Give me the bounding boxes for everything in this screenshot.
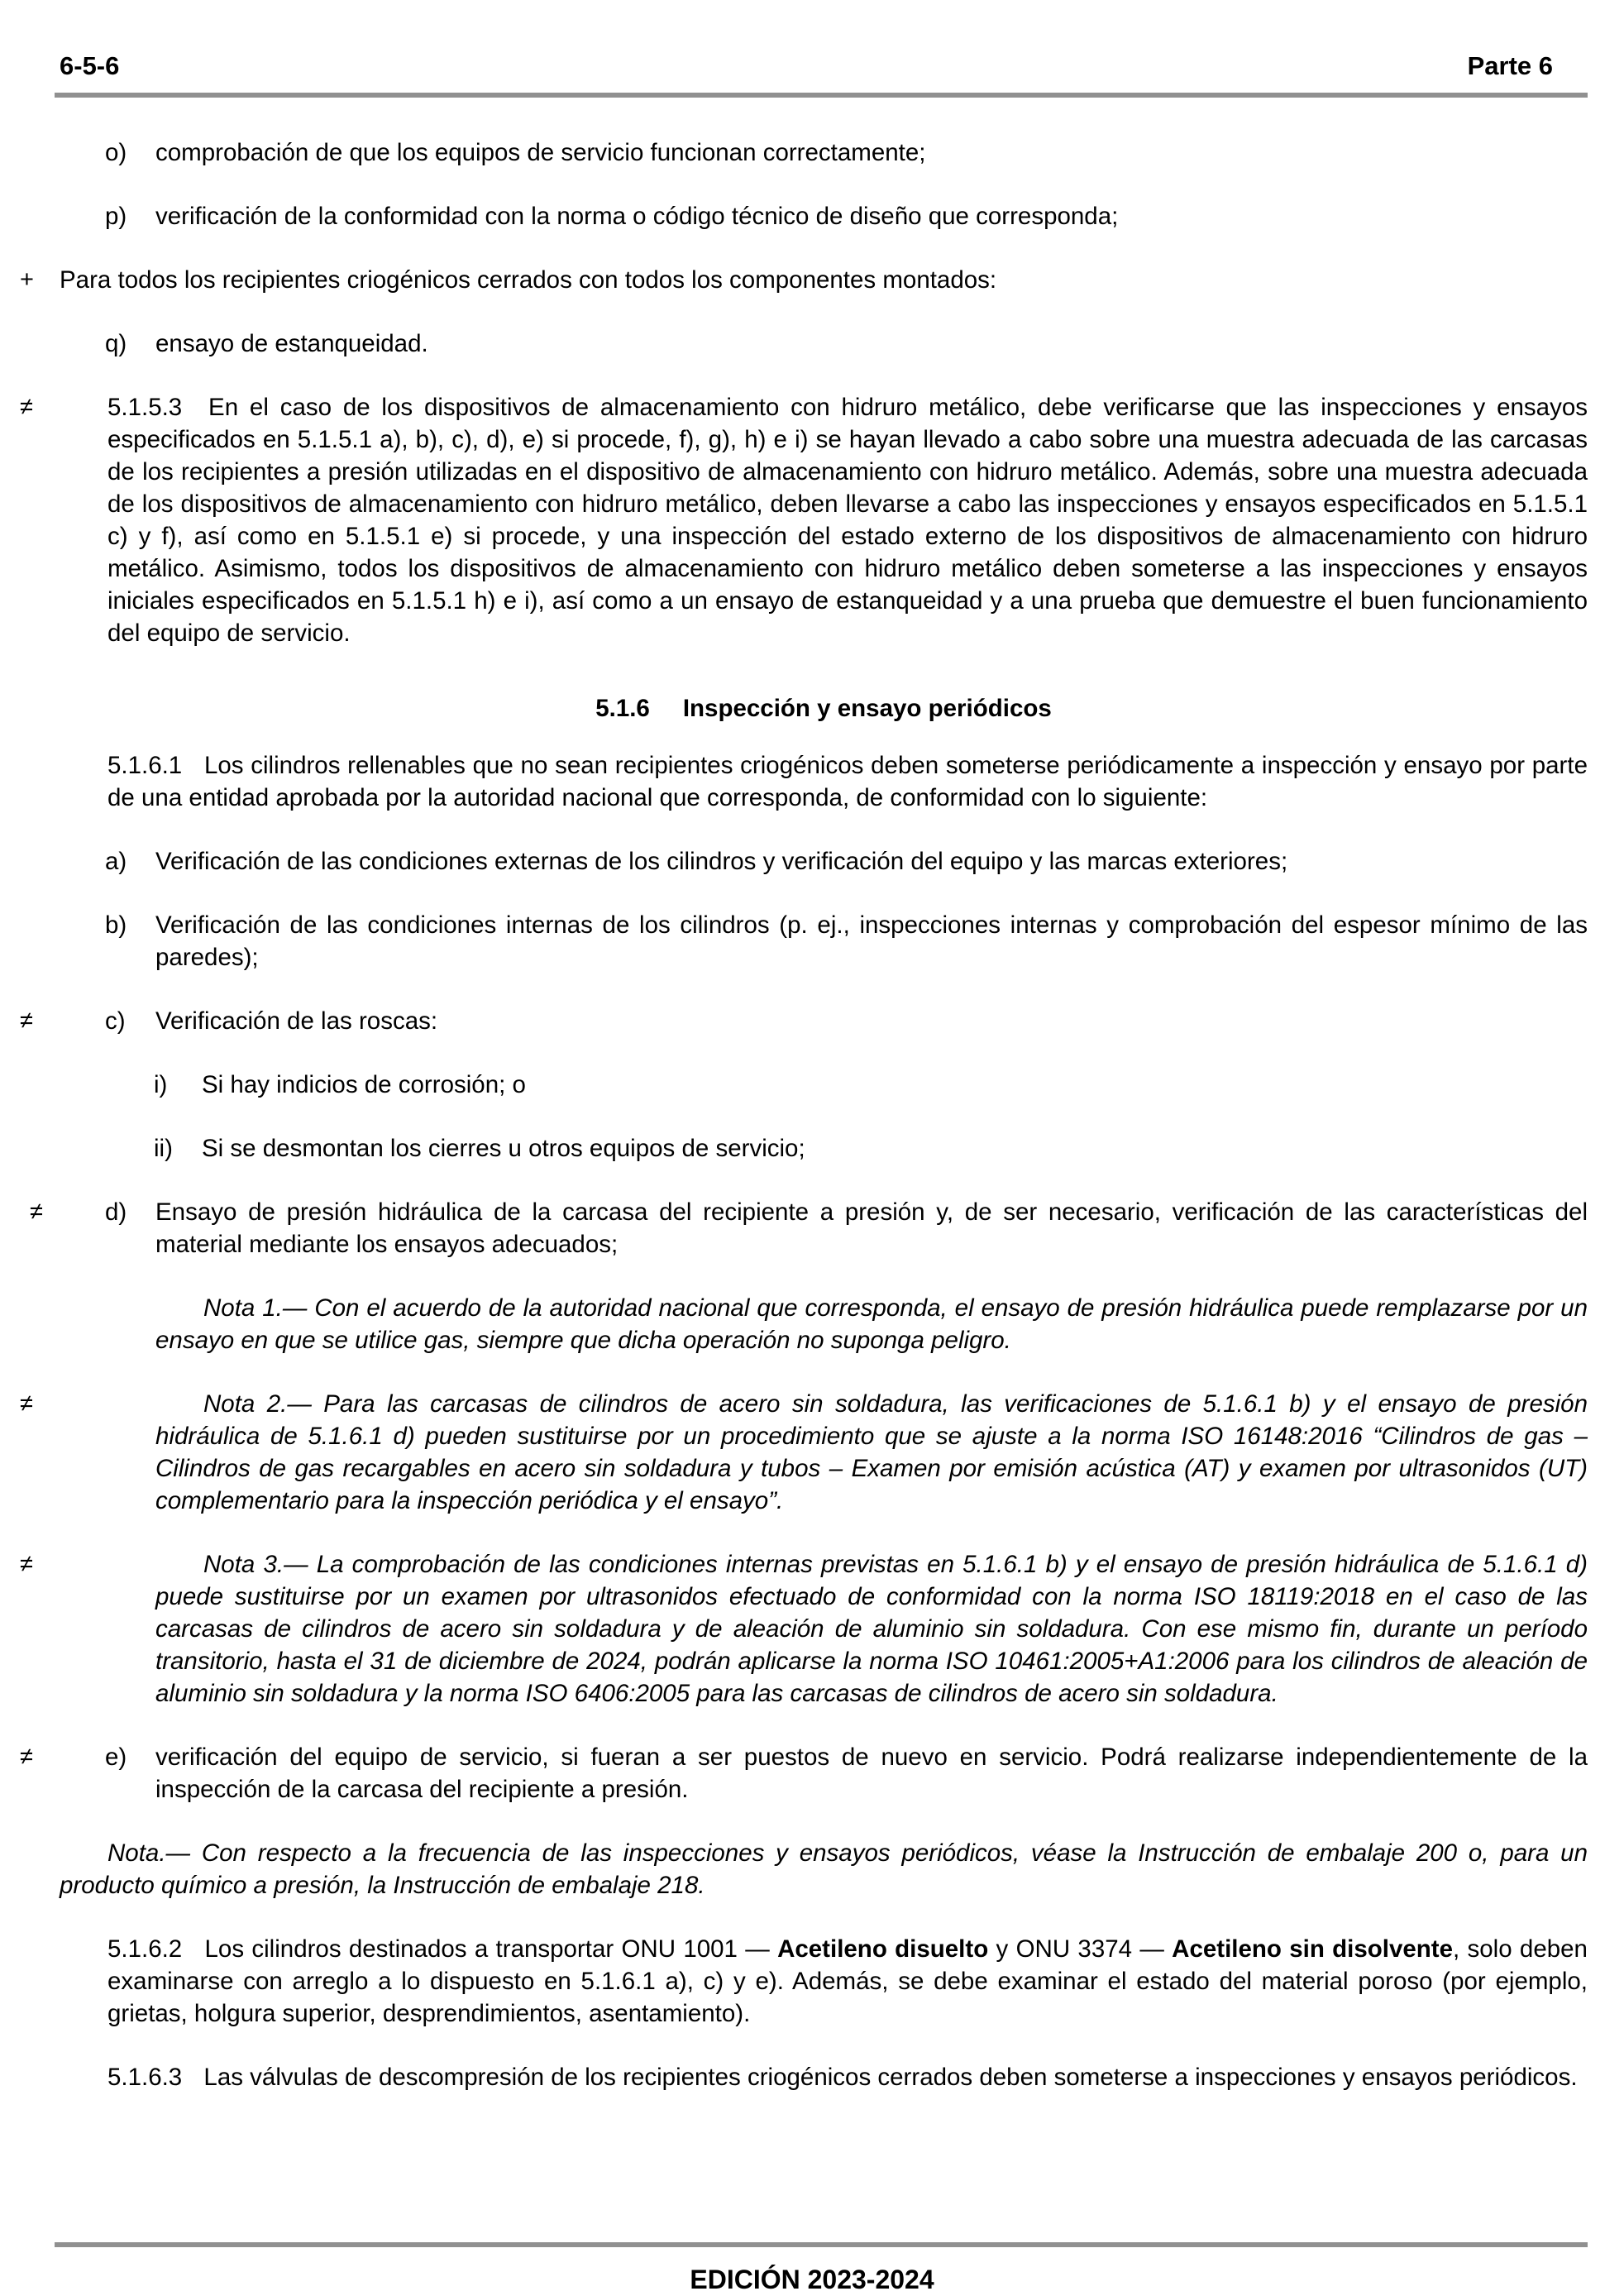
list-item-e: [20, 1741, 1588, 1806]
heading-title: Inspección y ensayo periódicos: [682, 695, 1052, 722]
change-marker: ≠: [30, 1198, 43, 1225]
section-heading: [60, 692, 1588, 725]
item-label: i): [154, 1071, 168, 1098]
note-text: Nota.— Con respecto a la frecuencia de las inspecciones y ensayos periódicos, véase la Instrucción de embalaje 200 o, para un producto químico a presión, la Instrucción de embalaje 218.: [60, 1839, 1588, 1899]
part-title: Parte 6: [1467, 51, 1553, 80]
note-3: [20, 1548, 1588, 1710]
item-text: Verificación de las roscas:: [155, 1007, 438, 1035]
item-text: Si hay indicios de corrosión; o: [202, 1071, 526, 1098]
section-number: 5.1.6.1: [107, 752, 183, 779]
list-item-o: [60, 136, 1588, 169]
item-text: ensayo de estanqueidad.: [155, 330, 428, 357]
section-number: 5.1.6.2: [107, 1935, 183, 1963]
general-note: [60, 1837, 1588, 1901]
change-marker: ≠: [20, 1390, 33, 1417]
item-label: ii): [154, 1135, 173, 1162]
paragraph-text-part: Los cilindros destinados a transportar ONU 1001 —: [204, 1935, 770, 1963]
footer-divider: [55, 2242, 1588, 2247]
note-1: [60, 1292, 1588, 1356]
list-item-c: [20, 1005, 1588, 1037]
section-5-1-6-3: [60, 2061, 1588, 2093]
item-label: b): [105, 911, 127, 939]
list-item-p: [60, 200, 1588, 232]
item-text: Ensayo de presión hidráulica de la carcasa del recipiente a presión y, de ser necesario, verificación de las características del material mediante los ensayos adecuados;: [155, 1198, 1588, 1258]
plus-marker: +: [20, 266, 34, 293]
item-text: Verificación de las condiciones internas de los cilindros (p. ej., inspecciones internas y comprobación del espesor mínimo de las paredes);: [155, 911, 1588, 971]
section-number: 5.1.6.3: [107, 2064, 183, 2091]
heading-number: 5.1.6: [595, 695, 650, 722]
paragraph-text-part: , solo deben examinarse con arreglo a lo dispuesto en 5.1.6.1 a), c) y e). Además, se debe examinar el estado del material poroso (por ejemplo, grietas, holgura superior, desprendimientos, asentamiento).: [107, 1935, 1588, 2027]
list-item-q: [60, 328, 1588, 360]
item-text: Verificación de las condiciones externas de los cilindros y verificación del equipo y las marcas exteriores;: [155, 848, 1288, 875]
edition-footer: EDICIÓN 2023-2024: [690, 2265, 934, 2294]
item-text: comprobación de que los equipos de servicio funcionan correctamente;: [155, 139, 926, 166]
page-number: 6-5-6: [60, 51, 120, 80]
section-5-1-5-3: [20, 391, 1588, 649]
page-body: [20, 136, 1588, 2125]
paragraph-text: En el caso de los dispositivos de almacenamiento con hidruro metálico, debe verificarse que las inspecciones y ensayos especificados en 5.1.5.1 a), b), c), d), e) si procede, f), g), h) e i) se hayan llevado a cabo sobre una muestra adecuada de las carcasas de los recipientes a presión utilizadas en el dispositivo de almacenamiento con hidruro metálico. Además, sobre una muestra adecuada de los dispositivos de almacenamiento con hidruro metálico, deben llevarse a cabo las inspecciones y ensayos especificados en 5.1.5.1 c) y f), así como en 5.1.5.1 e) si procede, y una inspección del estado externo de los dispositivos de almacenamiento con hidruro metálico. Asimismo, todos los dispositivos de almacenamiento con hidruro metálico deben someterse a las inspecciones y ensayos iniciales especificados en 5.1.5.1 h) e i), así como a un ensayo de estanqueidad y a una prueba que demuestre el buen funcionamiento del equipo de servicio.: [107, 394, 1588, 647]
section-5-1-6-2: [60, 1933, 1588, 2030]
change-marker: ≠: [20, 1744, 33, 1770]
sub-item-ii: [60, 1132, 1588, 1165]
list-item-a: [60, 845, 1588, 878]
item-text: verificación del equipo de servicio, si fueran a ser puestos de nuevo en servicio. Podrá realizarse independientemente de la inspección de la carcasa del recipiente a presión.: [155, 1744, 1588, 1803]
note-text: Nota 3.— La comprobación de las condiciones internas previstas en 5.1.6.1 b) y el ensayo de presión hidráulica de 5.1.6.1 d) puede sustituirse por un examen por ultrasonidos efectuado de conformidad con la norma ISO 18119:2018 en el caso de las carcasas de cilindros de acero sin soldadura y de aleación de aluminio sin soldadura. Con ese mismo fin, durante un período transitorio, hasta el 31 de diciembre de 2024, podrán aplicarse la norma ISO 10461:2005+A1:2006 para los cilindros de aleación de aluminio sin soldadura y la norma ISO 6406:2005 para las carcasas de cilindros de acero sin soldadura.: [155, 1551, 1588, 1707]
bold-substance-name: Acetileno sin disolvente: [1172, 1935, 1454, 1963]
change-marker: ≠: [20, 1007, 33, 1034]
section-number: 5.1.5.3: [107, 394, 183, 421]
note-text: Nota 1.— Con el acuerdo de la autoridad nacional que corresponda, el ensayo de presión hidráulica puede remplazarse por un ensayo en que se utilice gas, siempre que dicha operación no suponga peligro.: [155, 1294, 1588, 1354]
item-text: verificación de la conformidad con la norma o código técnico de diseño que corresponda;: [155, 203, 1119, 230]
paragraph-text: Para todos los recipientes criogénicos cerrados con todos los componentes montados:: [60, 266, 997, 294]
note-text: Nota 2.— Para las carcasas de cilindros de acero sin soldadura, las verificaciones de 5.1.6.1 b) y el ensayo de presión hidráulica de 5.1.6.1 d) pueden sustituirse por un procedimiento que se ajuste a la norma ISO 16148:2016 “Cilindros de gas – Cilindros de gas recargables en acero sin soldadura y tubos – Examen por emisión acústica (AT) y examen por ultrasonidos (UT) complementario para la inspección periódica y el ensayo”.: [155, 1390, 1588, 1514]
item-text: Si se desmontan los cierres u otros equipos de servicio;: [202, 1135, 805, 1162]
section-5-1-6-1: [60, 749, 1588, 814]
item-label: e): [105, 1744, 127, 1771]
paragraph-text-part: y ONU 3374 —: [996, 1935, 1164, 1963]
item-label: c): [105, 1007, 126, 1035]
item-label: p): [105, 203, 127, 230]
item-label: q): [105, 330, 127, 357]
note-2: [20, 1388, 1588, 1517]
plus-intro-paragraph: [20, 264, 1588, 296]
header-divider: [55, 93, 1588, 98]
item-label: o): [105, 139, 127, 166]
item-label: d): [105, 1198, 127, 1226]
sub-item-i: [60, 1069, 1588, 1101]
list-item-b: [60, 909, 1588, 973]
change-marker: ≠: [20, 394, 33, 420]
list-item-d: [30, 1196, 1588, 1260]
bold-substance-name: Acetileno disuelto: [777, 1935, 989, 1963]
change-marker: ≠: [20, 1551, 33, 1577]
paragraph-text: Los cilindros rellenables que no sean recipientes criogénicos deben someterse periódicamente a inspección y ensayo por parte de una entidad aprobada por la autoridad nacional que corresponda, de conformidad con lo siguiente:: [107, 752, 1588, 811]
paragraph-text: Las válvulas de descompresión de los recipientes criogénicos cerrados deben someterse a inspecciones y ensayos periódicos.: [203, 2064, 1578, 2091]
item-label: a): [105, 848, 127, 875]
